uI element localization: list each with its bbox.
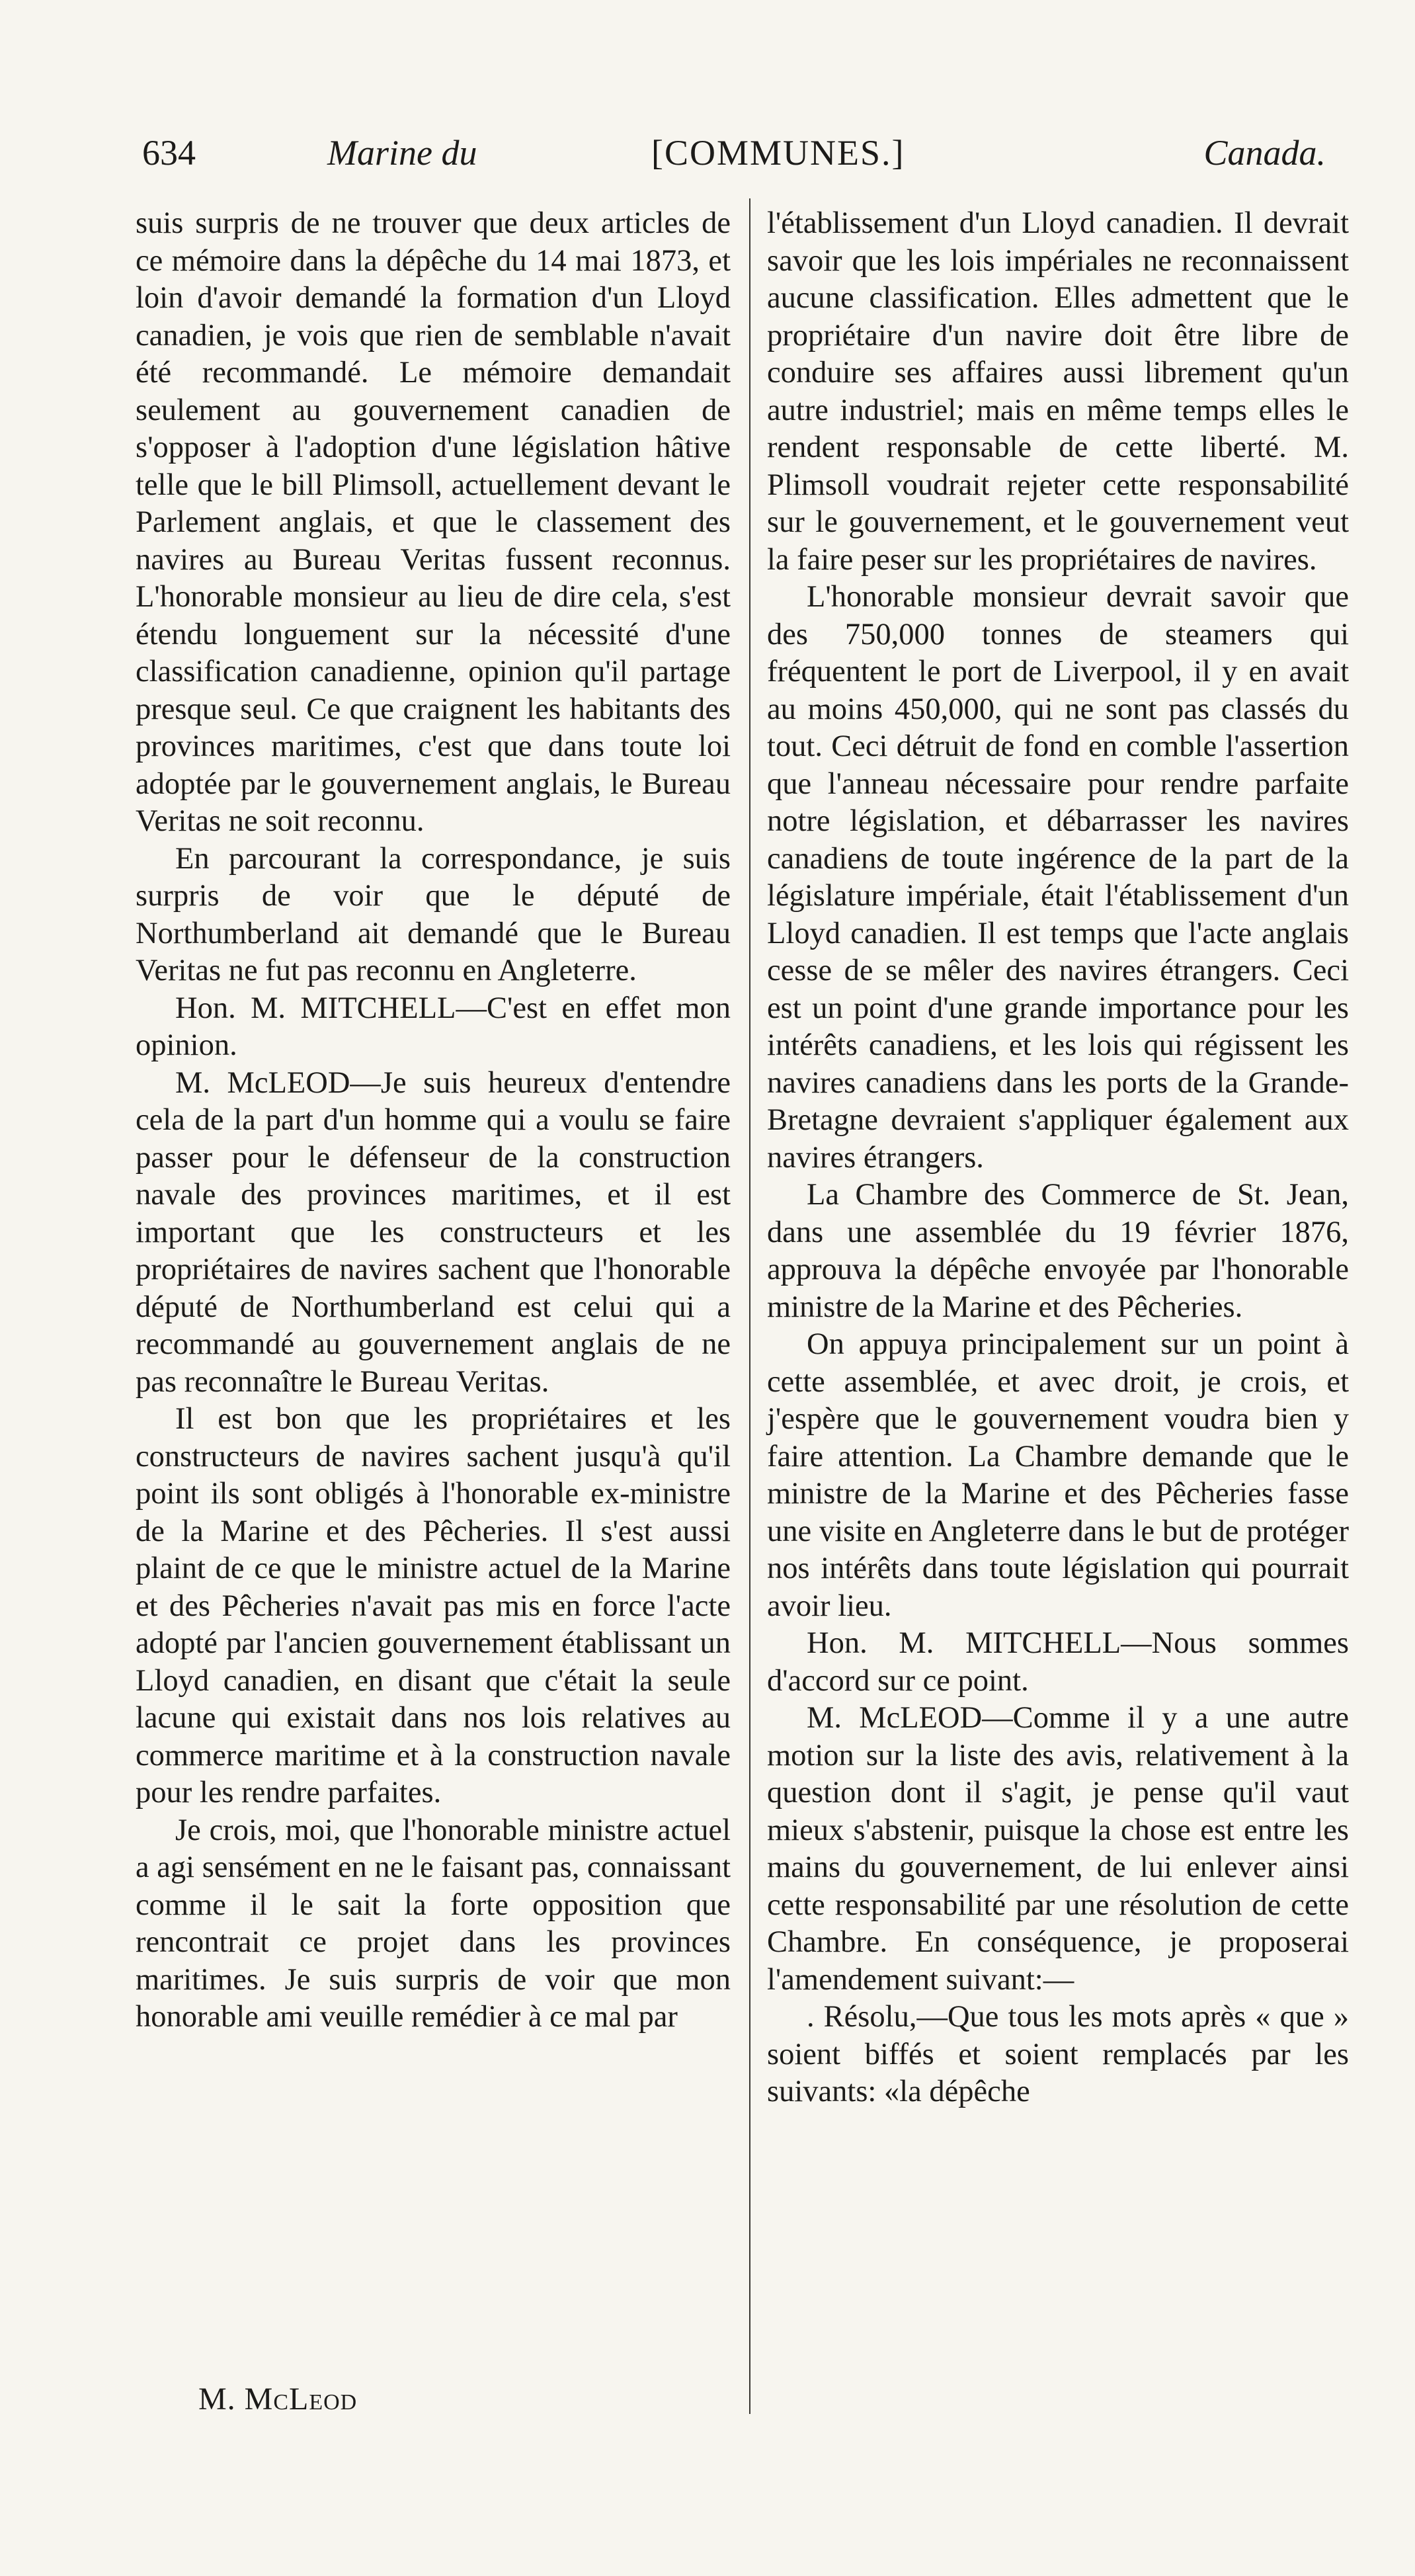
page-number: 634 [142, 133, 196, 173]
right-column [767, 205, 1349, 2111]
paragraph: suis surpris de ne trouver que deux articles de ce mémoire dans la dépêche du 14 mai 1873, et loin d'avoir demandé la formation d'un Lloyd canadien, je vois que rien de semblable n'avait été recommandé. Le mémoire demandait seulement au gouvernement canadien de s'opposer à l'adoption d'une législation hâtive telle que le bill Plimsoll, actuellement devant le Parlement anglais, et que le classement des navires au Bureau Veritas fussent reconnus. L'honorable monsieur au lieu de dire cela, s'est étendu longuement sur la nécessité d'une classification canadienne, opinion qu'il partage presque seul. Ce que craignent les habitants des provinces maritimes, c'est que dans toute loi adoptée par le gouvernement anglais, le Bureau Veritas ne soit reconnu. [136, 206, 731, 838]
paragraph: . Résolu,—Que tous les mots après « que » soient biffés et soient remplacés par les suivants: «la dépêche [767, 2000, 1349, 2108]
paragraph: La Chambre des Commerce de St. Jean, dans une assemblée du 19 février 1876, approuva la dépêche envoyée par l'honorable ministre de la Marine et des Pêcheries. [767, 1178, 1349, 1324]
paragraph: M. McLEOD—Comme il y a une autre motion sur la liste des avis, relativement à la question dont il s'agit, je pense qu'il vaut mieux s'abstenir, puisque la chose est entre les mains du gouvernement, de lui enlever ainsi cette responsabilité par une résolution de cette Chambre. En conséquence, je proposerai l'amendement suivant:— [767, 1701, 1349, 1997]
left-column [136, 205, 731, 2036]
paragraph: Hon. M. MITCHELL—Nous sommes d'accord sur ce point. [767, 1626, 1349, 1698]
paragraph: l'établissement d'un Lloyd canadien. Il devrait savoir que les lois impériales ne reconnaissent aucune classification. Elles admettent que le propriétaire d'un navire doit être libre de conduire ses affaires aussi librement qu'un autre industriel; mais en même temps elles le rendent responsable de cette liberté. M. Plimsoll voudrait rejeter cette responsabilité sur le gouvernement, et le gouvernement veut la faire peser sur les propriétaires de navires. [767, 206, 1349, 577]
footer-signature: M. McLeod [198, 2382, 358, 2417]
header-right-title: Canada. [1203, 133, 1326, 173]
paragraph: L'honorable monsieur devrait savoir que des 750,000 tonnes de steamers qui fréquentent le port de Liverpool, il y en avait au moins 450,000, qui ne sont pas classés du tout. Ceci détruit de fond en comble l'assertion que l'anneau nécessaire pour rendre parfaite notre législation, et débarrasser les navires canadiens de toute ingérence de la part de la législature impériale, était l'établissement d'un Lloyd canadien. Il est temps que l'acte anglais cesse de se mêler des navires étrangers. Ceci est un point d'une grande importance pour les intérêts canadiens, et les lois qui régissent les navires canadiens dans les ports de la Grande-Bretagne devraient s'appliquer également aux navires étrangers. [767, 580, 1349, 1175]
paragraph: On appuya principalement sur un point à cette assemblée, et avec droit, je crois, et j'espère que le gouvernement voudra bien y faire attention. La Chambre demande que le ministre de la Marine et des Pêcheries fasse une visite en Angleterre dans le but de protéger nos intérêts dans toute législation qui pourrait avoir lieu. [767, 1327, 1349, 1623]
paragraph: M. McLEOD—Je suis heureux d'entendre cela de la part d'un homme qui a voulu se faire passer pour le défenseur de la construction navale des provinces maritimes, et il est important que les constructeurs et les propriétaires de navires sachent que l'honorable député de Northumberland est celui qui a recommandé au gouvernement anglais de ne pas reconnaître le Bureau Veritas. [136, 1065, 731, 1399]
paragraph: Il est bon que les propriétaires et les constructeurs de navires sachent jusqu'à qu'il point ils sont obligés à l'honorable ex-ministre de la Marine et des Pêcheries. Il s'est aussi plaint de ce que le ministre actuel de la Marine et des Pêcheries n'avait pas mis en force l'acte adopté par l'ancien gouvernement établissant un Lloyd canadien, en disant que c'était la seule lacune qui existait dans nos lois relatives au commerce maritime et à la construction navale pour les rendre parfaites. [136, 1402, 731, 1809]
header-center-title: [COMMUNES.] [651, 133, 905, 173]
header-left-title: Marine du [327, 133, 477, 173]
paragraph: En parcourant la correspondance, je suis surpris de voir que le député de Northumberland ait demandé que le Bureau Veritas ne fut pas reconnu en Angleterre. [136, 841, 731, 987]
column-divider [749, 198, 750, 2414]
paragraph: Hon. M. MITCHELL—C'est en effet mon opinion. [136, 991, 731, 1062]
running-header [142, 132, 1352, 179]
paragraph: Je crois, moi, que l'honorable ministre actuel a agi sensément en ne le faisant pas, connaissant comme il le sait la forte opposition que rencontrait ce projet dans les provinces maritimes. Je suis surpris de voir que mon honorable ami veuille remédier à ce mal par [136, 1813, 731, 2034]
